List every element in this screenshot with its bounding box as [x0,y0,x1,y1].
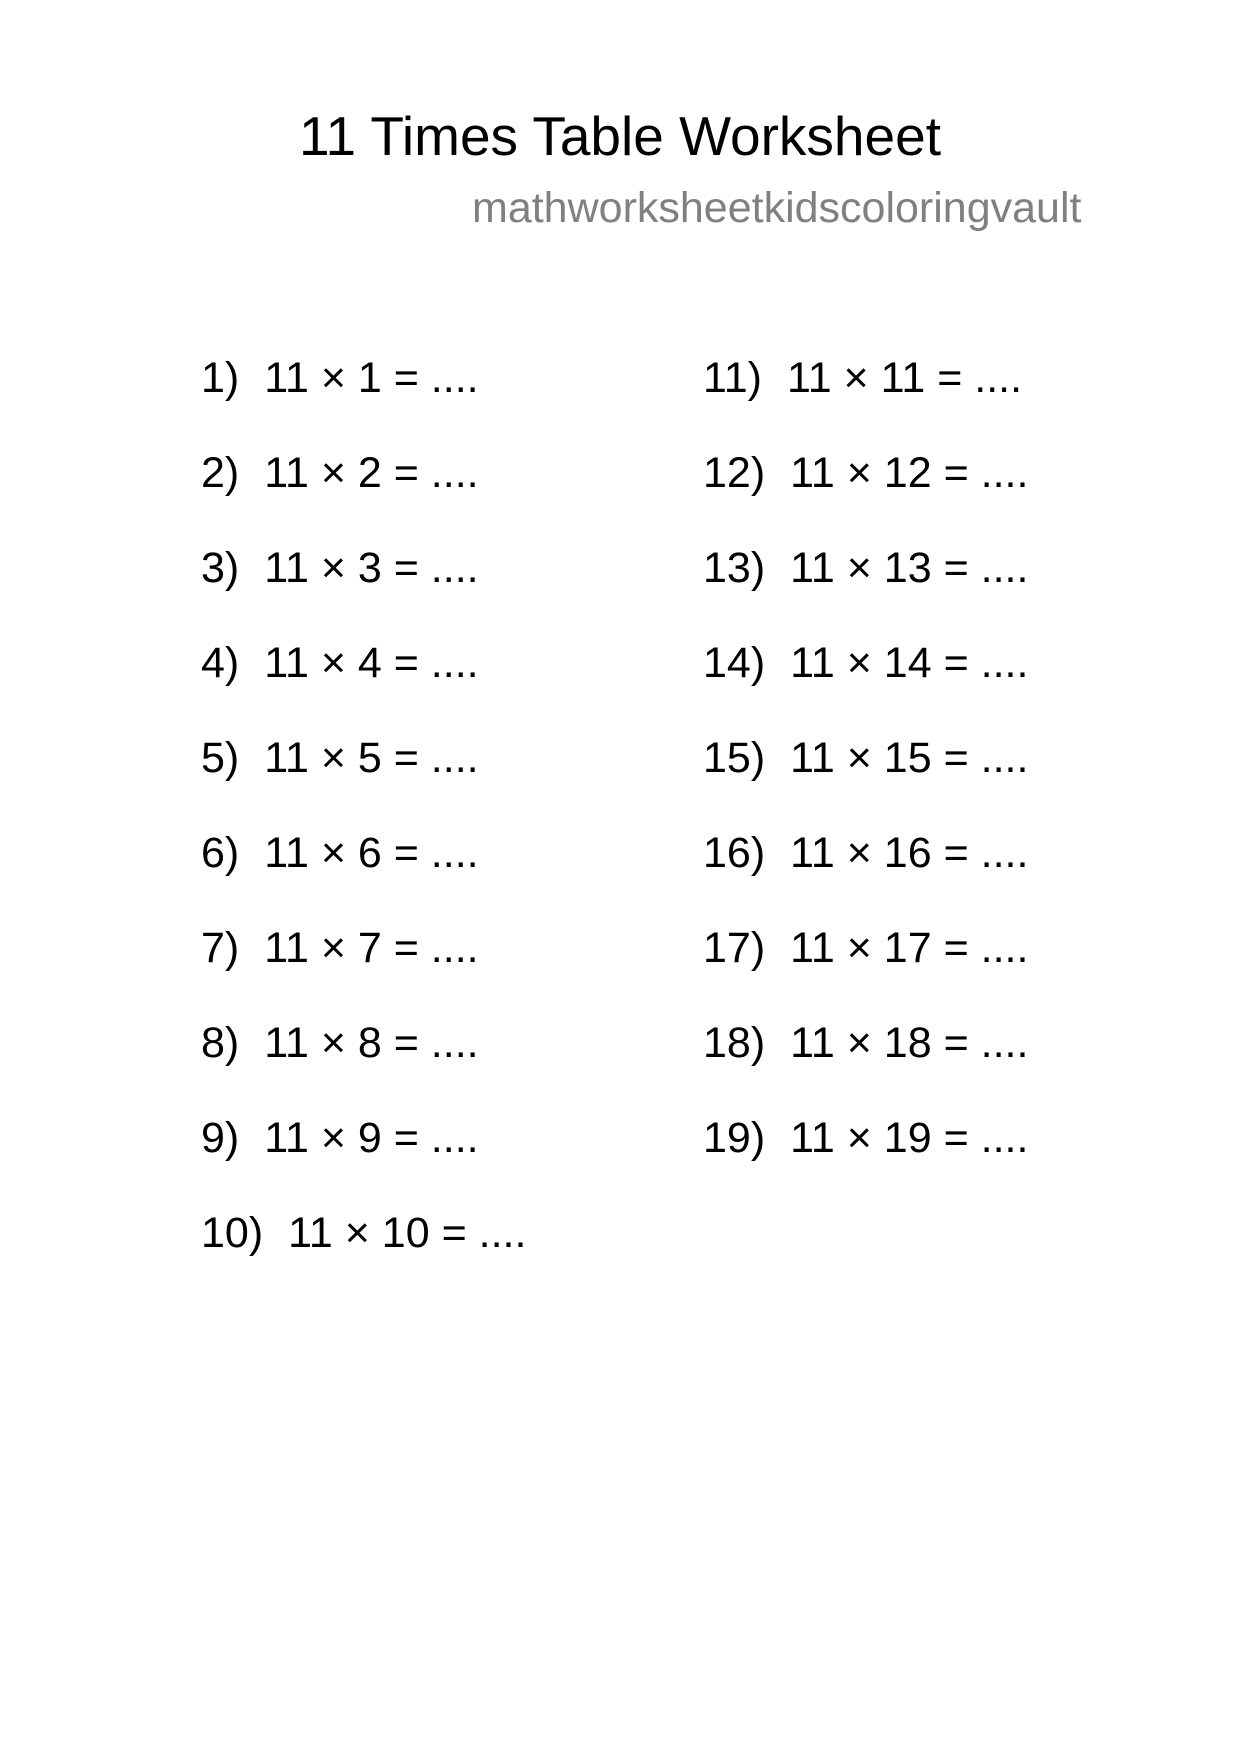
problem-number: 9) [201,1114,240,1162]
problem-item [201,1203,526,1298]
problem-item [703,1013,1028,1108]
problem-expression: 11 × 15 = .... [790,734,1029,782]
problem-number: 15) [703,734,766,782]
problem-number: 13) [703,544,766,592]
problem-item [201,1108,526,1203]
problem-expression: 11 × 18 = .... [790,1019,1029,1067]
problem-number: 17) [703,924,766,972]
problem-item [703,348,1028,443]
source-watermark: mathworksheetkidscoloringvault [472,184,1082,232]
problem-expression: 11 × 2 = .... [264,449,479,497]
problem-item [201,823,526,918]
problem-expression: 11 × 10 = .... [288,1209,527,1257]
problem-list-left [201,348,526,1298]
problem-number: 11) [703,354,762,402]
problem-number: 12) [703,449,766,497]
problem-expression: 11 × 11 = .... [786,354,1023,402]
problem-item [703,918,1028,1013]
problem-number: 4) [201,639,240,687]
problem-item [703,443,1028,538]
problem-item [201,538,526,633]
problem-number: 6) [201,829,240,877]
problem-item [201,443,526,538]
problem-item [201,1013,526,1108]
problem-number: 5) [201,734,240,782]
problem-expression: 11 × 5 = .... [264,734,479,782]
problem-number: 8) [201,1019,240,1067]
problem-expression: 11 × 3 = .... [264,544,479,592]
problem-item [201,728,526,823]
problem-item [703,728,1028,823]
problem-number: 16) [703,829,766,877]
problem-number: 1) [201,354,240,402]
problem-expression: 11 × 4 = .... [264,639,479,687]
problem-expression: 11 × 8 = .... [264,1019,479,1067]
problem-number: 19) [703,1114,766,1162]
problem-expression: 11 × 16 = .... [790,829,1029,877]
problem-item [703,538,1028,633]
problem-expression: 11 × 6 = .... [264,829,479,877]
problem-list-right [703,348,1028,1203]
problem-item [201,918,526,1013]
problem-expression: 11 × 13 = .... [790,544,1029,592]
problem-number: 18) [703,1019,766,1067]
problem-expression: 11 × 19 = .... [790,1114,1029,1162]
problem-number: 7) [201,924,240,972]
problem-number: 14) [703,639,766,687]
problem-number: 2) [201,449,240,497]
problem-expression: 11 × 14 = .... [790,639,1029,687]
problem-item [201,633,526,728]
worksheet-title: 11 Times Table Worksheet [299,105,941,167]
problem-expression: 11 × 17 = .... [790,924,1029,972]
problem-item [703,823,1028,918]
problem-expression: 11 × 7 = .... [264,924,479,972]
problem-item [703,1108,1028,1203]
problem-number: 10) [201,1209,264,1257]
problem-item [703,633,1028,728]
problem-expression: 11 × 1 = .... [264,354,479,402]
problem-expression: 11 × 12 = .... [790,449,1029,497]
problem-expression: 11 × 9 = .... [264,1114,479,1162]
problem-number: 3) [201,544,240,592]
problem-item [201,348,526,443]
